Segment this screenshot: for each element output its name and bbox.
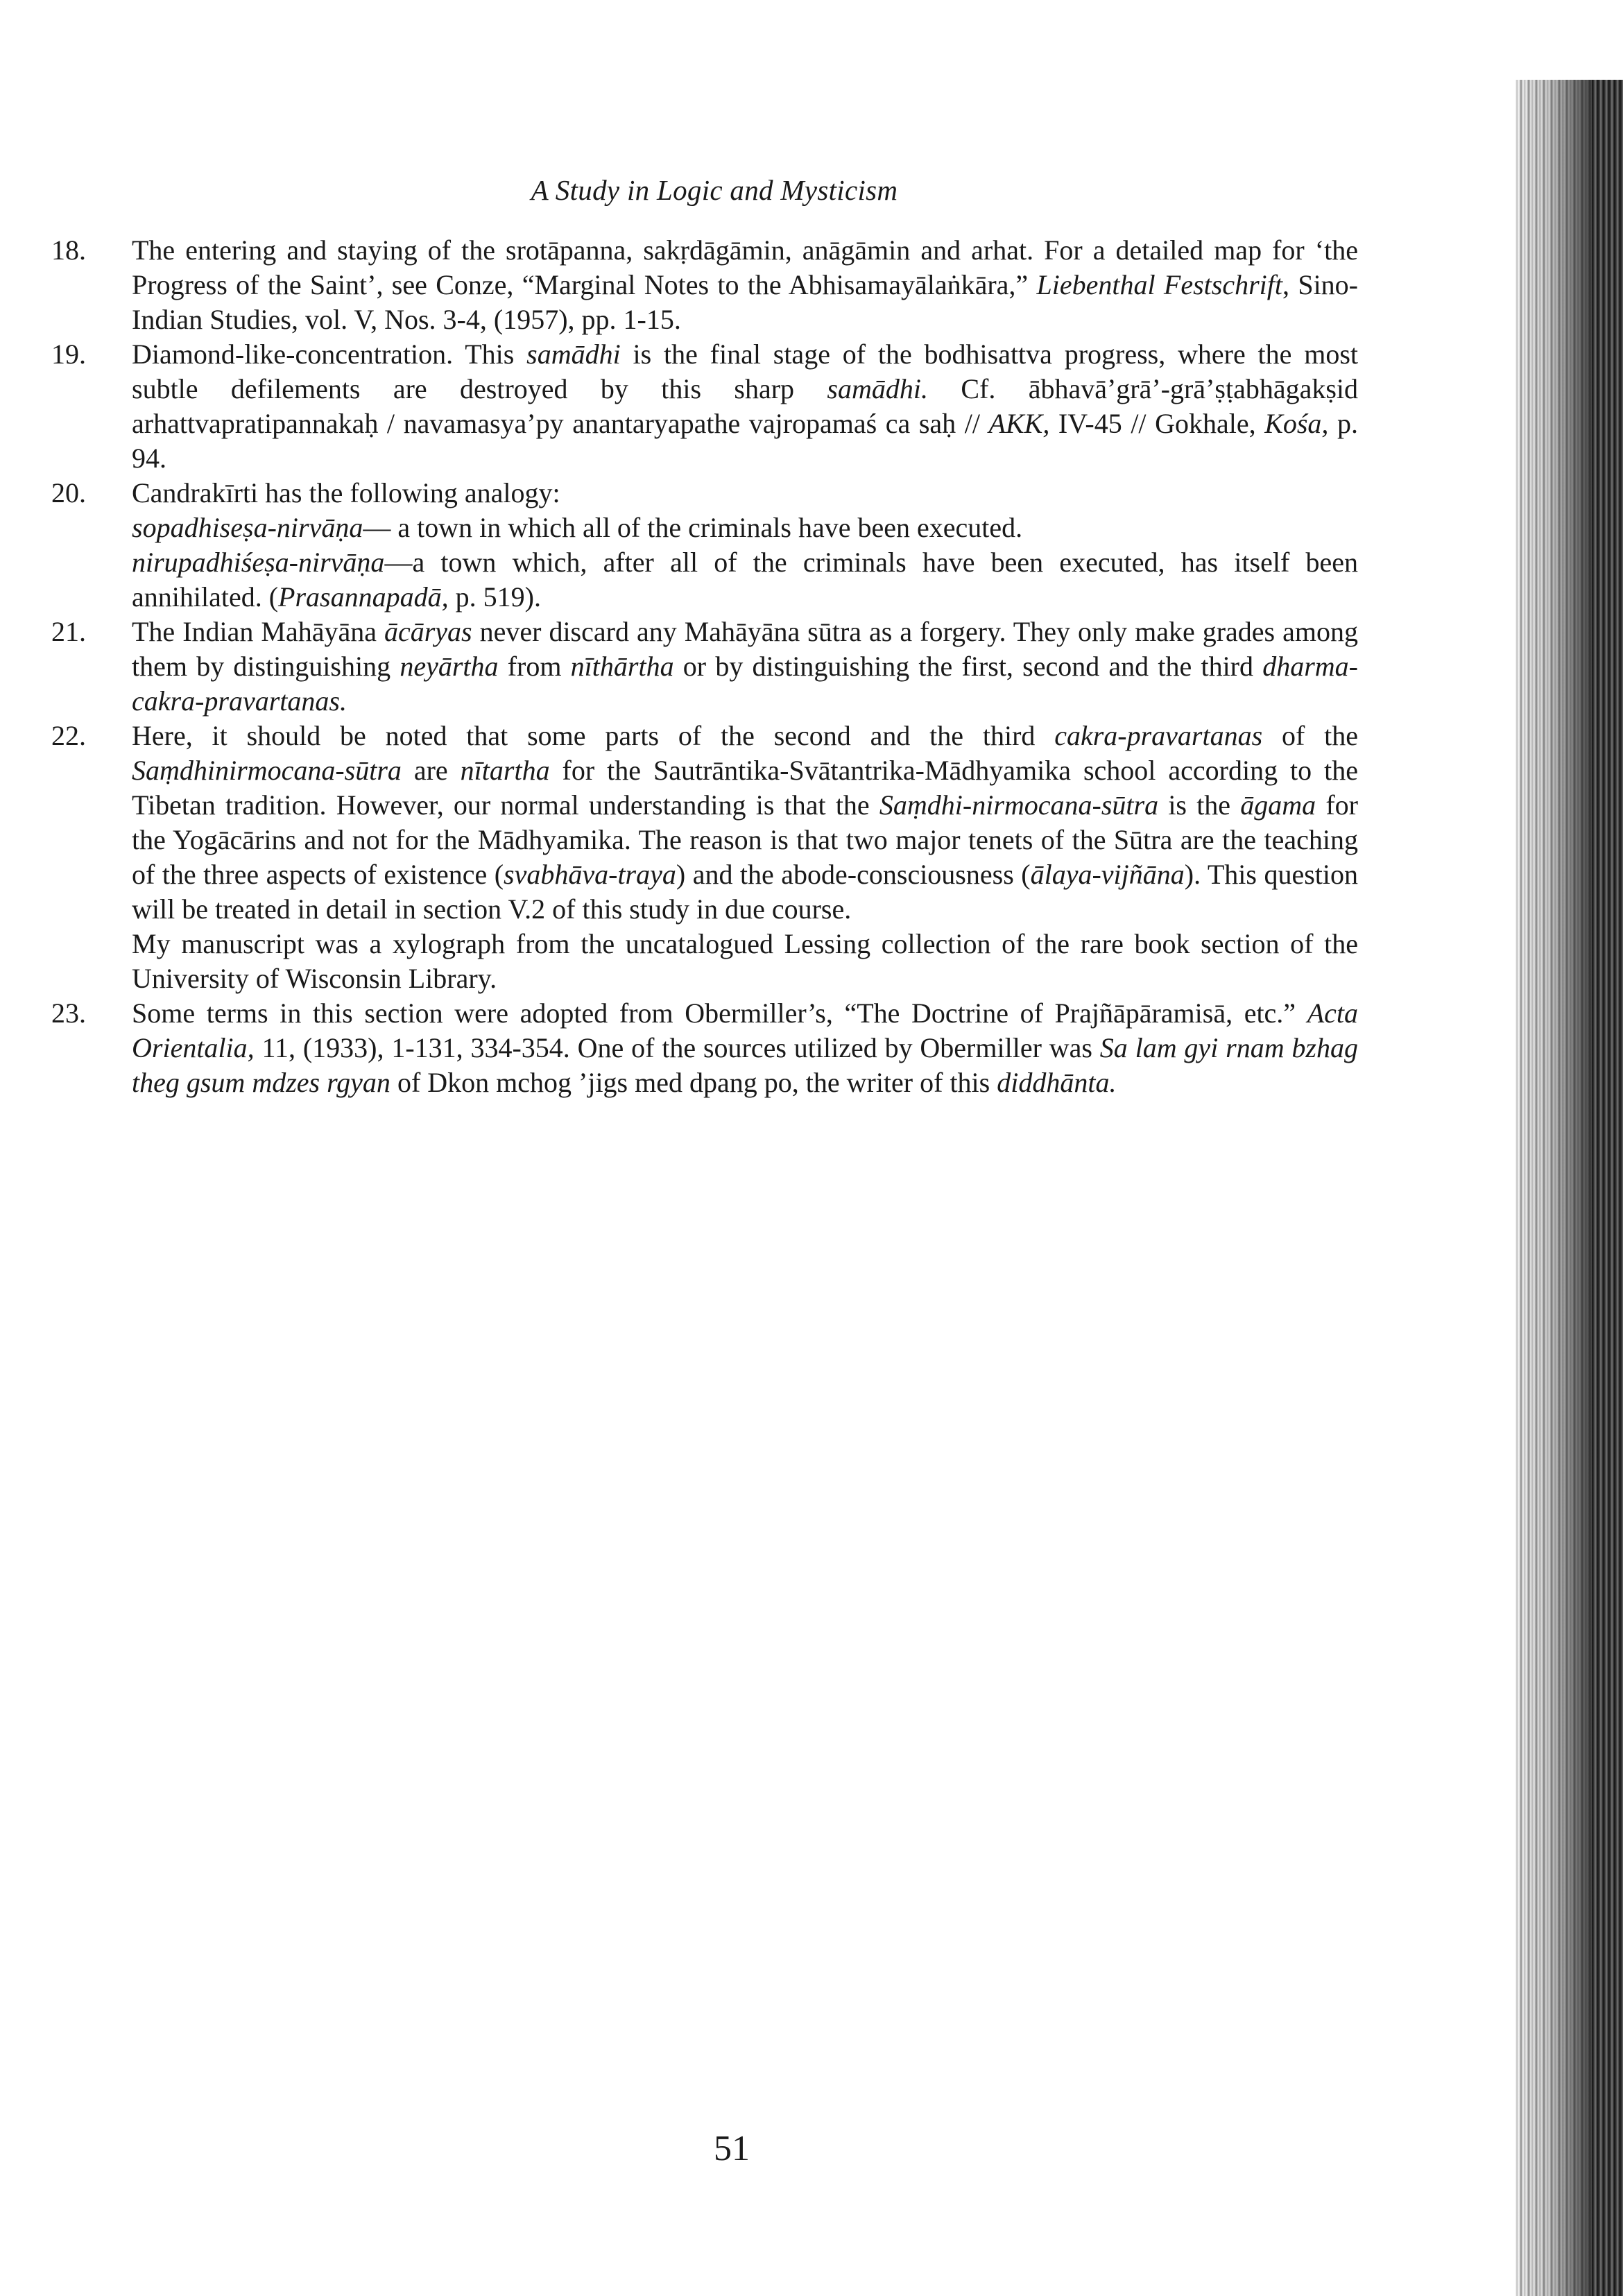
running-head: A Study in Logic and Mysticism (531, 174, 898, 206)
note-text: Diamond-like-concentration. This samādhi is the final stage of the bodhisattva progress, where the most subtle defilements are destroyed by this sharp samādhi. Cf. ābhavā’grā’-grā’ṣṭabhāgakṣid arhattvapratipannakaḥ / navamasya’py anantaryapathe vajropamaś ca saḥ // AKK, IV-45 // Gokhale, Kośa, p. 94. (132, 339, 1359, 474)
note-text: Here, it should be noted that some parts of the second and the third cakra-pravartanas of the Saṃdhinirmocana-sūtra are nītartha for the Sautrāntika-Svātantrika-Mādhyamika school according to the Tibetan tradition. However, our normal understanding is that the Saṃdhi-nirmocana-sūtra is the āgama for the Yogācārins and not for the Mādhyamika. The reason is that two major tenets of the Sūtra are the teaching of the three aspects of existence (svabhāva-traya) and the abode-consciousness (ālaya-vijñāna). This question will be treated in detail in section V.2 of this study in due course. (132, 720, 1358, 925)
note-19 (51, 337, 1359, 476)
page-number: 51 (714, 2129, 750, 2168)
note-number: 20. (51, 477, 86, 508)
note-18 (51, 233, 1359, 337)
note-number: 19. (51, 339, 86, 370)
note-text: Some terms in this section were adopted from Obermiller’s, “The Doctrine of Prajñāpāramisā, etc.” Acta Orientalia, 11, (1933), 1-131, 334-354. One of the sources utilized by Obermiller was Sa lam gyi rnam bzhag theg gsum mdzes rgyan of Dkon mchog ’jigs med dpang po, the writer of this diddhānta. (132, 997, 1358, 1098)
note-20 (51, 476, 1358, 615)
note-number: 18. (51, 234, 86, 266)
note-21 (51, 615, 1358, 719)
note-number: 22. (51, 720, 86, 751)
note-22 (51, 719, 1358, 996)
note-number: 21. (51, 616, 86, 647)
note-intro: Candrakīrti has the following analogy: (132, 477, 560, 508)
scan-edge-shadow (1515, 80, 1623, 2296)
note-23 (51, 996, 1358, 1100)
note-text: The entering and staying of the srotāpanna, sakṛdāgāmin, anāgāmin and arhat. For a detailed map for ‘the Progress of the Saint’, see Conze, “Marginal Notes to the Abhisamayālaṅkāra,” Liebenthal Festschrift, Sino-Indian Studies, vol. V, Nos. 3-4, (1957), pp. 1-15. (132, 234, 1359, 335)
analogy-line-1: sopadhiseṣa-nirvāṇa— a town in which all of the criminals have been executed. (132, 512, 1023, 543)
endnotes (51, 233, 1359, 1100)
note-text: The Indian Mahāyāna ācāryas never discard any Mahāyāna sūtra as a forgery. They only make grades among them by distinguishing neyārtha from nīthārtha or by distinguishing the first, second and the third dharma-cakra-pravartanas. (132, 616, 1358, 717)
analogy-line-2: nirupadhiśeṣa-nirvāṇa—a town which, after all of the criminals have been executed, has itself been annihilated. (Prasannapadā, p. 519). (132, 547, 1358, 612)
binding-edge (1592, 80, 1623, 2296)
note-paragraph-2: My manuscript was a xylograph from the uncatalogued Lessing collection of the rare book section of the University of Wisconsin Library. (132, 928, 1358, 994)
note-number: 23. (51, 997, 86, 1029)
